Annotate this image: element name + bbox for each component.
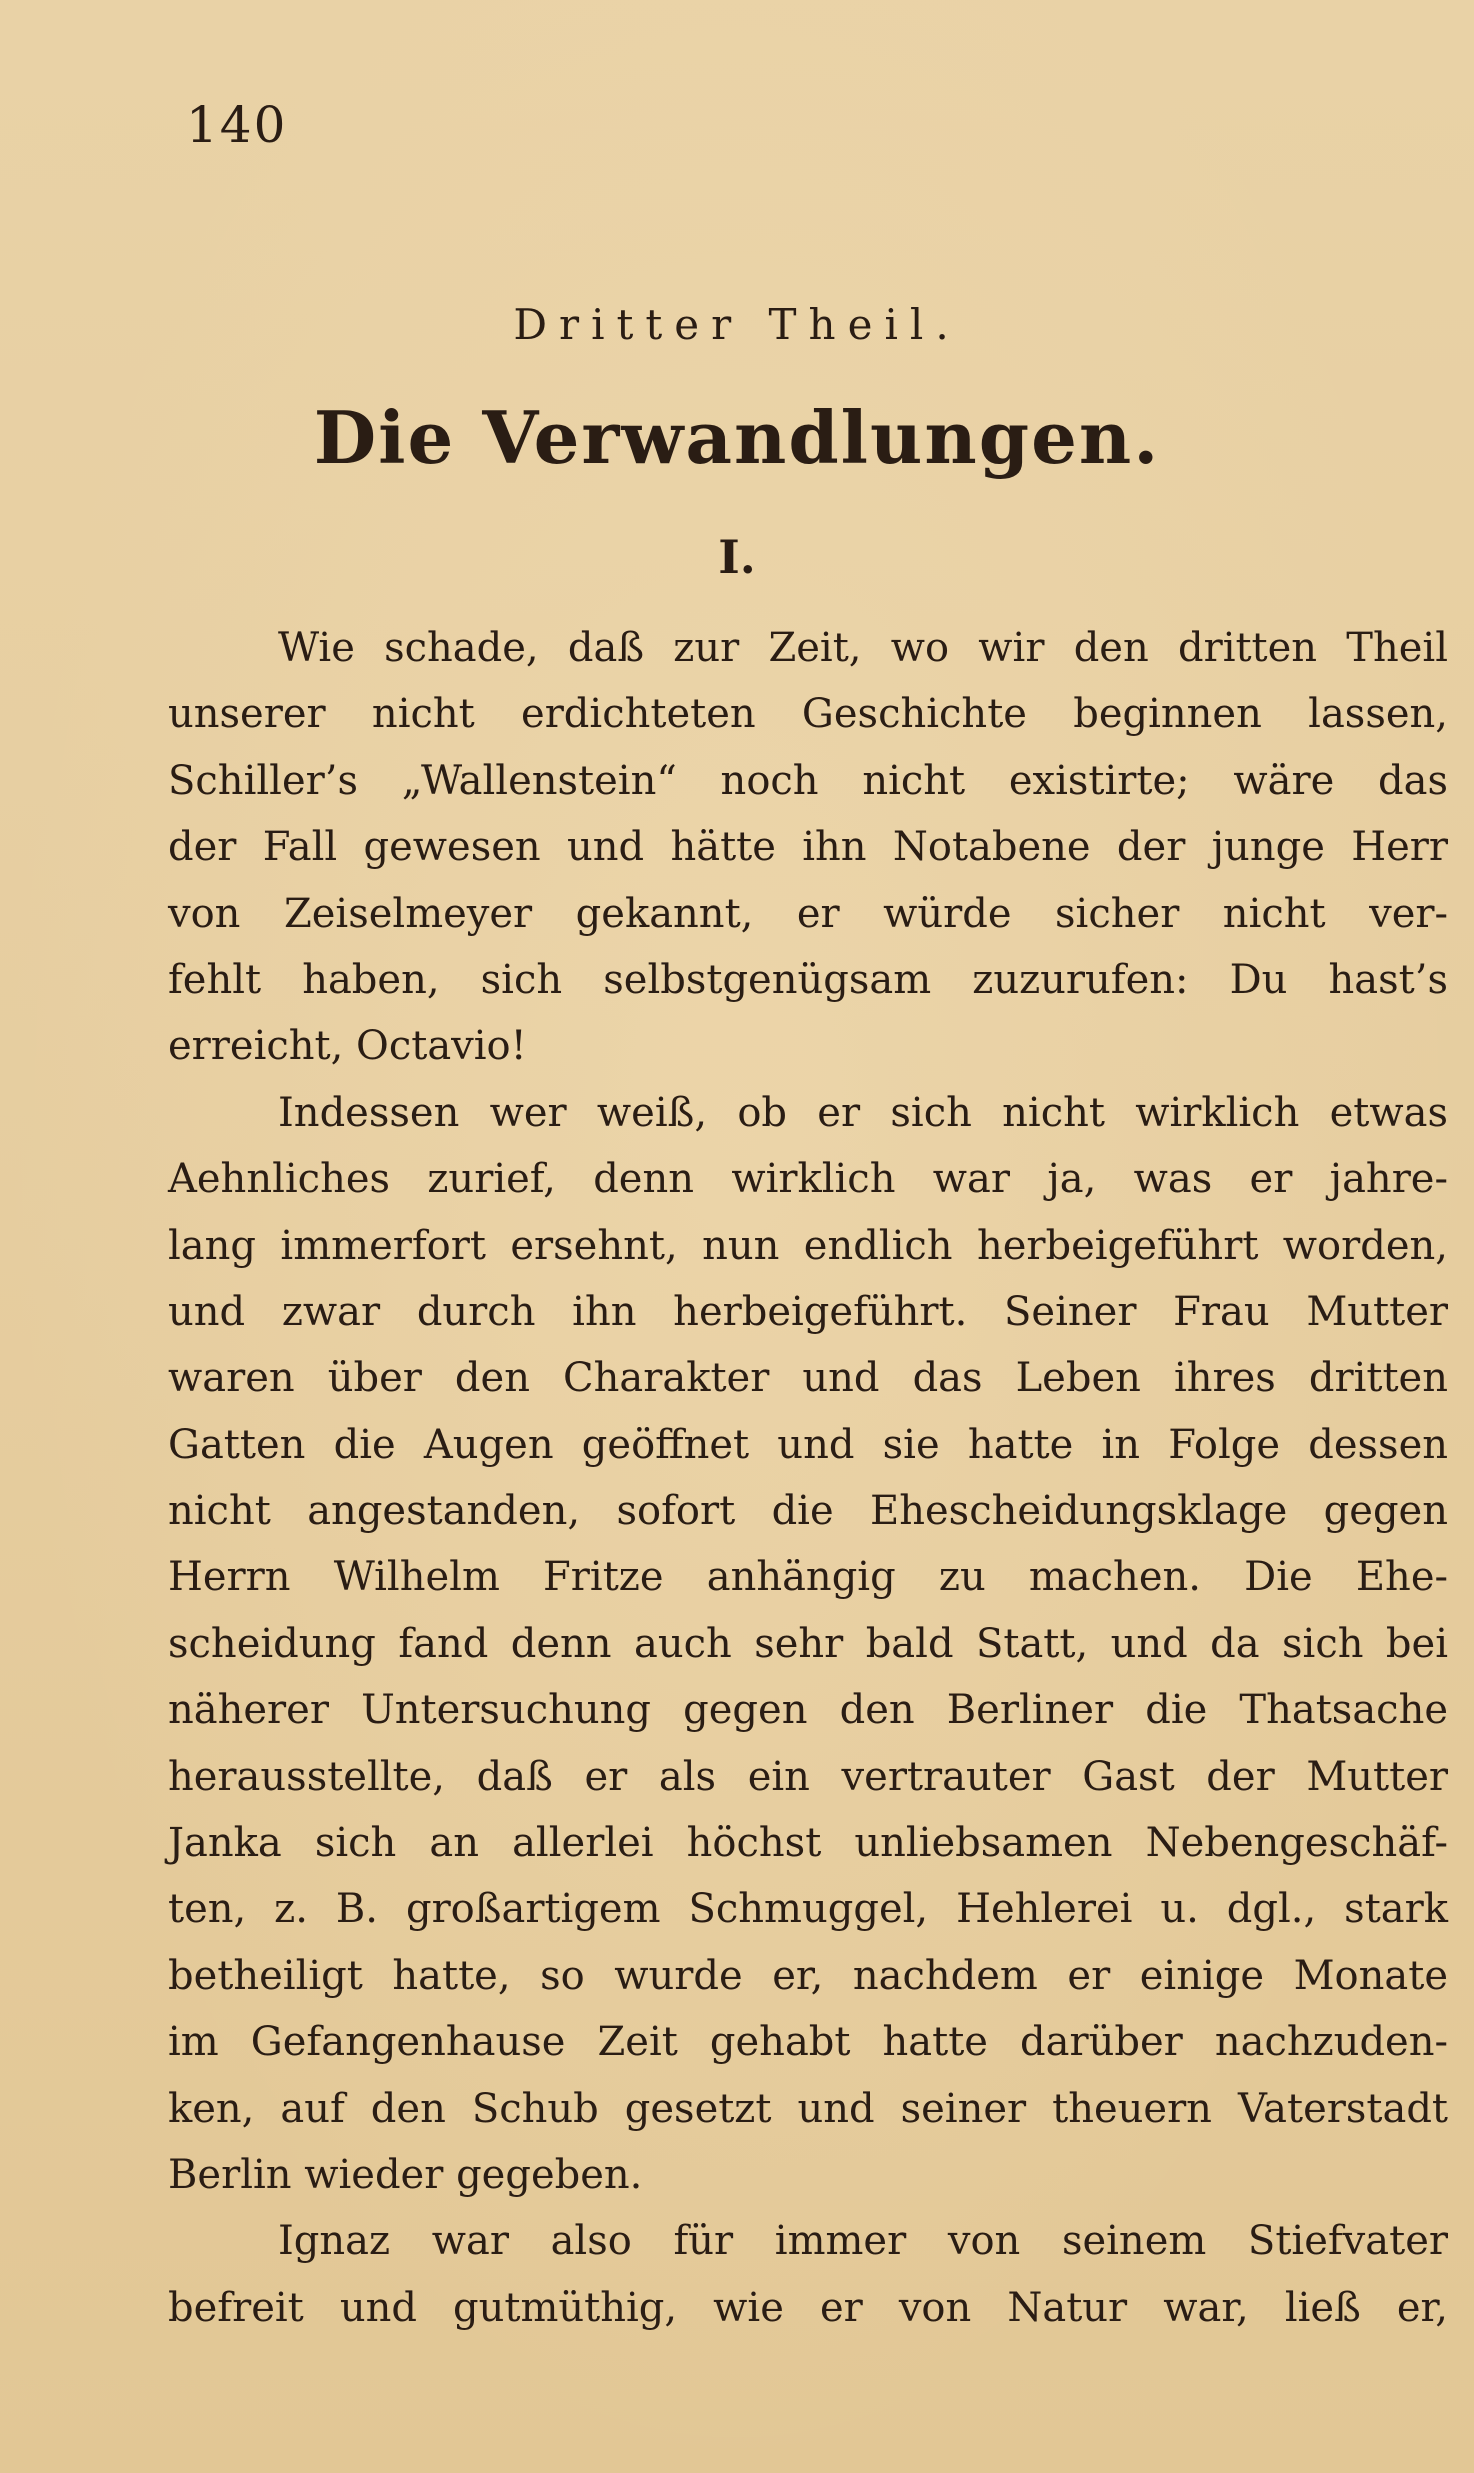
text-line: befreit und gutmüthig, wie er von Natur war, ließ er, — [168, 2284, 1448, 2331]
text-line: der Fall gewesen und hätte ihn Notabene der junge Herr — [168, 824, 1448, 871]
text-line: fehlt haben, sich selbstgenügsam zuzurufen: Du hast’s — [168, 956, 1448, 1003]
text-line: ten, z. B. großartigem Schmuggel, Hehlerei u. dgl., stark — [168, 1886, 1448, 1933]
text-line: herausstellte, daß er als ein vertrauter Gast der Mutter — [168, 1753, 1448, 1800]
part-title: Dritter Theil. — [513, 300, 961, 349]
section-number: I. — [718, 530, 756, 584]
page-number: 140 — [186, 96, 288, 154]
text-line: und zwar durch ihn herbeigeführt. Seiner Frau Mutter — [168, 1288, 1448, 1335]
text-line: näherer Untersuchung gegen den Berliner die Thatsache — [168, 1687, 1448, 1734]
text-line: Schiller’s „Wallenstein“ noch nicht existirte; wäre das — [168, 757, 1448, 804]
text-line: nicht angestanden, sofort die Ehescheidungsklage gegen — [168, 1488, 1448, 1535]
text-line: betheiligt hatte, so wurde er, nachdem er einige Monate — [168, 1952, 1448, 1999]
body-text — [168, 615, 1448, 2341]
text-line: Aehnliches zurief, denn wirklich war ja, was er jahre- — [168, 1156, 1448, 1203]
text-line: ken, auf den Schub gesetzt und seiner theuern Vaterstadt — [168, 2085, 1448, 2132]
text-line: Indessen wer weiß, ob er sich nicht wirklich etwas — [278, 1089, 1448, 1136]
text-line: Berlin wieder gegeben. — [168, 2151, 643, 2198]
text-line: Wie schade, daß zur Zeit, wo wir den dritten Theil — [278, 625, 1448, 671]
text-line: lang immerfort ersehnt, nun endlich herbeigeführt worden, — [168, 1222, 1448, 1269]
text-line: im Gefangenhause Zeit gehabt hatte darüber nachzuden- — [168, 2019, 1448, 2066]
text-line: scheidung fand denn auch sehr bald Statt, und da sich bei — [168, 1620, 1448, 1667]
chapter-title: Die Verwandlungen. — [313, 395, 1161, 480]
text-line: Herrn Wilhelm Fritze anhängig zu machen. Die Ehe- — [168, 1554, 1448, 1601]
text-line: Ignaz war also für immer von seinem Stiefvater — [278, 2218, 1448, 2265]
text-line: unserer nicht erdichteten Geschichte beginnen lassen, — [168, 691, 1448, 738]
text-line: von Zeiselmeyer gekannt, er würde sicher nicht ver- — [168, 890, 1448, 937]
text-line: waren über den Charakter und das Leben ihres dritten — [168, 1355, 1448, 1402]
text-line: erreicht, Octavio! — [168, 1023, 527, 1070]
text-line: Janka sich an allerlei höchst unliebsamen Nebengeschäf- — [168, 1820, 1448, 1867]
text-line: Gatten die Augen geöffnet und sie hatte in Folge dessen — [168, 1421, 1448, 1468]
